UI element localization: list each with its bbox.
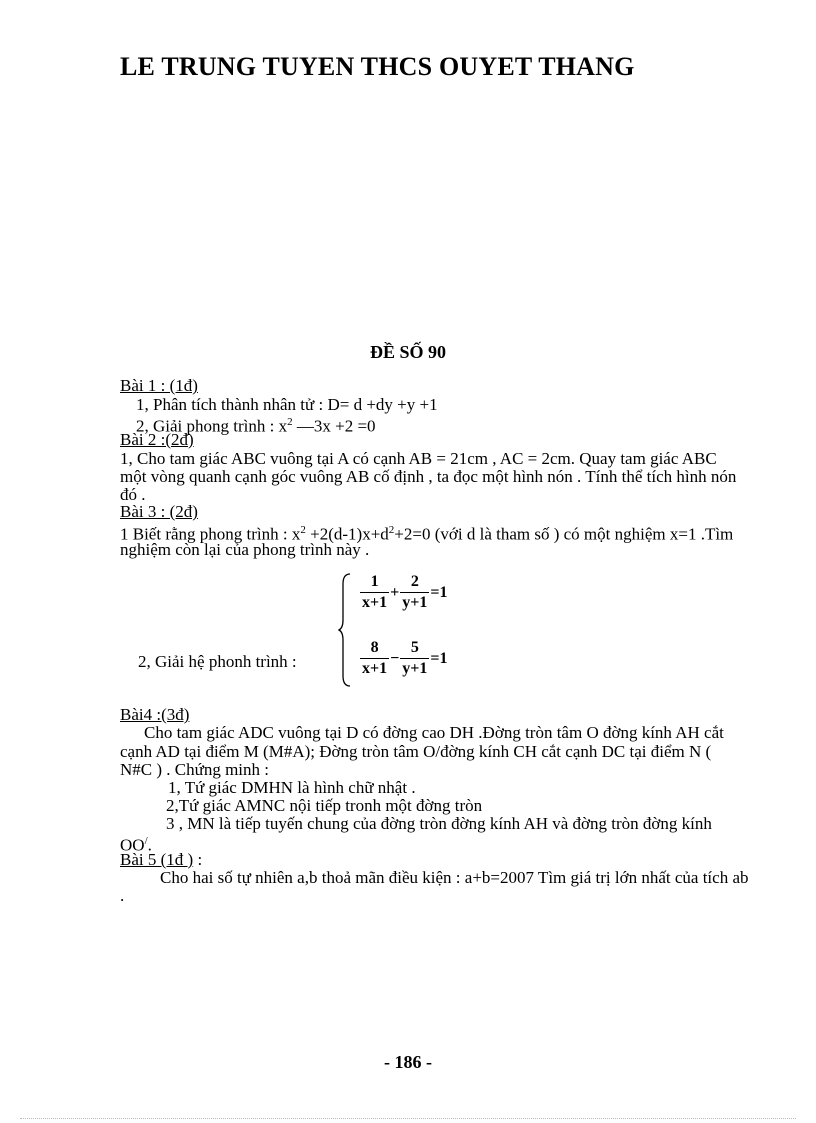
bai4-item3-cont: OO/. (120, 835, 152, 855)
bai4-item1: 1, Tứ giác DMHN là hình chữ nhật . (168, 778, 416, 797)
equation-2: $\frac{8}{x+1}$ − $\frac{5}{y+1}$ =1 (362, 639, 448, 677)
system-label: 2, Giải hệ phonh trình : (138, 652, 297, 671)
bai5-line1: Cho hai số tự nhiên a,b thoả mãn điều kiện : a+b=2007 Tìm giá trị lớn nhất của tích ab (160, 868, 749, 887)
document-header: LE TRUNG TUYEN THCS OUYET THANG (120, 52, 635, 81)
bai4-item2: 2,Tứ giác AMNC nội tiếp tronh một đờng tròn (166, 796, 483, 815)
bai3-line1: 1 Biết rằng phong trình : $x^2 +2(d-1)x+d^2+2=0$ (với d là tham số ) có một nghiệm x=1 .Tìm (120, 524, 734, 544)
equation-1: $\frac{1}{x+1}$ + $\frac{2}{y+1}$ =1 (362, 573, 448, 611)
fraction-1-over-x1: $\frac{1}{x+1}$ (362, 573, 388, 611)
fraction-8-over-x1: $\frac{8}{x+1}$ (362, 639, 388, 677)
bai3-line2: nghiệm còn lại của phong trình này . (120, 540, 370, 559)
bai2-heading: Bài 2 :(2đ) (120, 430, 194, 449)
bai1-heading: Bài 1 : (1đ) (120, 376, 198, 395)
bai2-line1: 1, Cho tam giác ABC vuông tại A có cạnh AB = 21cm , AC = 2cm. Quay tam giác ABC (120, 449, 717, 468)
bai5-heading: Bài 5 (1đ ) : (120, 850, 203, 869)
bai4-line2: cạnh AD tại điểm M (M#A); Đờng tròn tâm O/đờng kính CH cắt cạnh DC tại điểm N ( (120, 742, 712, 761)
bai3-heading: Bài 3 : (2đ) (120, 502, 198, 521)
system-brace (338, 572, 354, 688)
bai5-line2: . (120, 886, 125, 905)
bai4-line1: Cho tam giác ADC vuông tại D có đờng cao DH .Đờng tròn tâm O đờng kính AH cắt (144, 723, 724, 742)
bai1-item2: 2, Giải phong trình : $x^2$ —3x +2 =0 (136, 416, 376, 436)
bai2-line3: đó . (120, 485, 146, 504)
page-number: - 186 - (384, 1052, 432, 1072)
page-bottom-divider (20, 1118, 796, 1119)
exam-title: ĐỀ SỐ 90 (369, 342, 447, 362)
bai1-item1: 1, Phân tích thành nhân tử : D= d +dy +y +1 (136, 395, 438, 414)
bai2-line2: một vòng quanh cạnh góc vuông AB cố định , ta đọc một hình nón . Tính thể tích hình nón (120, 467, 737, 486)
bai4-item3: 3 , MN là tiếp tuyến chung của đờng tròn đờng kính AH và đờng tròn đờng kính (166, 814, 712, 833)
fraction-2-over-y1: $\frac{2}{y+1}$ (402, 573, 428, 611)
bai4-line3: N#C ) . Chứng minh : (120, 760, 269, 779)
bai4-heading: Bài4 :(3đ) (120, 705, 190, 724)
fraction-5-over-y1: $\frac{5}{y+1}$ (402, 639, 428, 677)
